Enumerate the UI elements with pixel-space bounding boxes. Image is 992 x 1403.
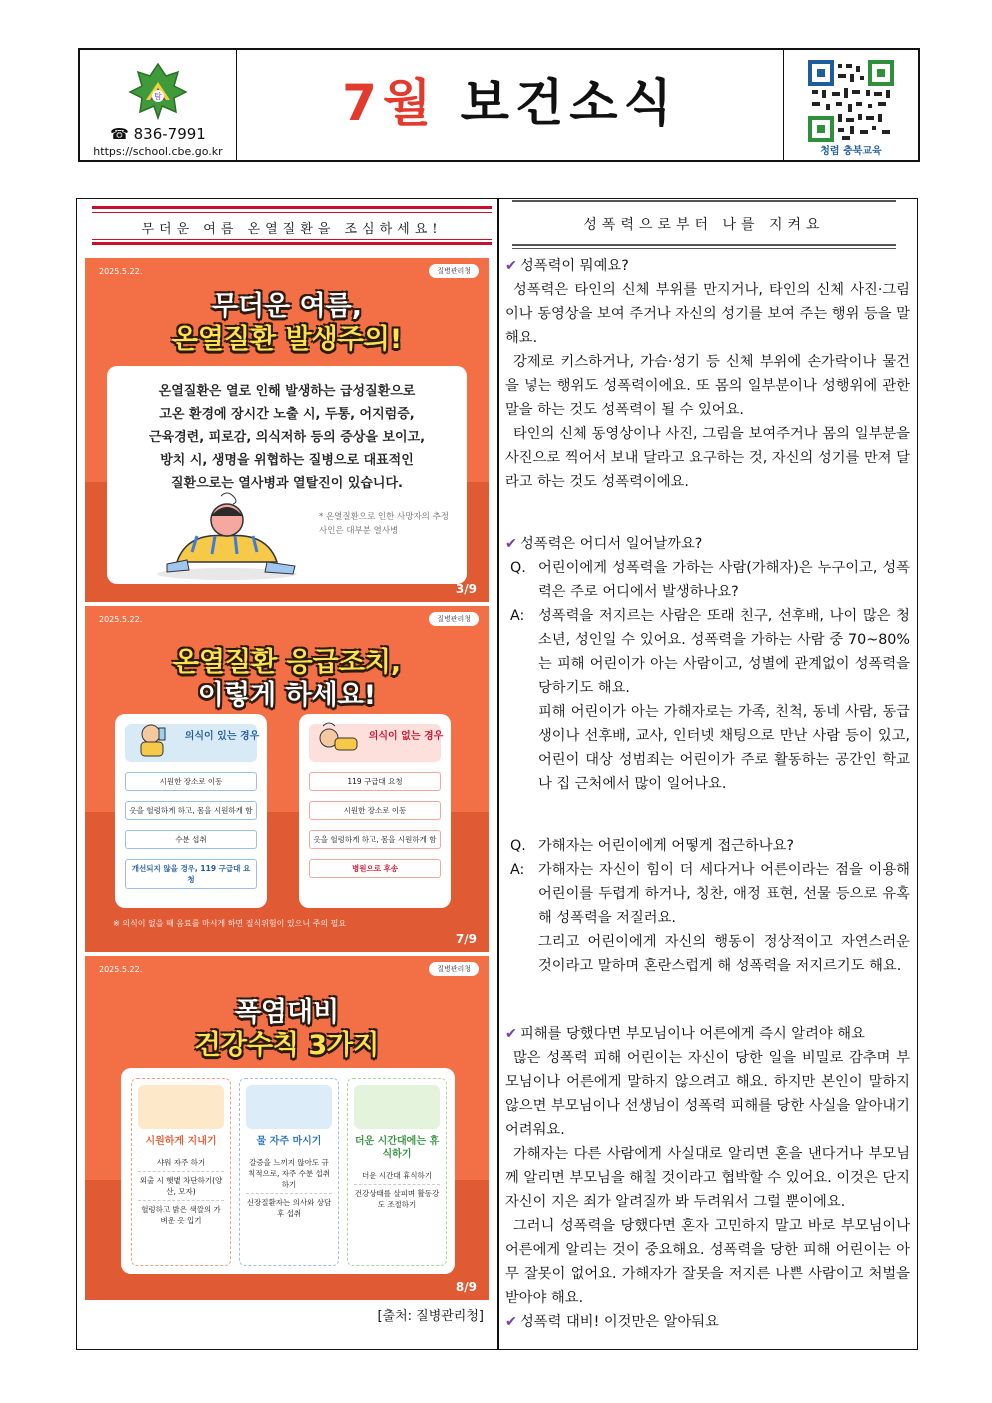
agency-badge: 질병관리청 <box>429 612 479 626</box>
poster-card <box>107 366 467 584</box>
poster-heat-illness-warning <box>85 258 489 602</box>
paragraph: 가해자는 다른 사람에게 사실대로 알리면 혼을 낸다거나 부모님께 알리면 부모님을 해칠 것이라고 협박할 수 있어요. 이것은 단지 자신이 지은 죄가 알려질까 봐 두려워서 그럴 뿐이에요. <box>505 1146 910 1210</box>
poster-page: 8/9 <box>455 1280 477 1294</box>
case-title: 의식이 있는 경우 <box>184 731 260 742</box>
poster-body-line: 질환으로는 열사병과 열탈진이 있습니다. <box>170 476 403 491</box>
first-aid-step: 옷을 헐렁하게 하고, 몸을 시원하게 함 <box>125 801 257 820</box>
source-credit: [출처: 질병관리청] <box>377 1309 484 1324</box>
first-aid-step: 시원한 장소로 이동 <box>125 772 257 791</box>
drinking-person-icon <box>129 720 177 764</box>
section-where <box>505 532 910 556</box>
check-icon: ✔ <box>505 258 517 274</box>
title-month: 7월 <box>342 74 438 132</box>
poster-title: 무더운 여름, 온열질환 발생주의! <box>171 291 403 355</box>
paragraph: 그러니 성폭력을 당했다면 혼자 고민하지 말고 바로 부모님이나 어른에게 알리는 것이 중요해요. 성폭력을 당한 피해 어린이는 아무 잘못이 없어요. 가해자가 잘못을 저지른 나쁜 사람이고 처벌을 받아야 해요. <box>505 1218 910 1306</box>
check-icon: ✔ <box>505 1314 517 1330</box>
section-title: ✔ 성폭력 대비! 이것만은 알아둬요 <box>505 1310 910 1334</box>
qr-cell <box>783 50 918 160</box>
left-heading-text: 무더운 여름 온열질환을 조심하세요! <box>141 222 443 237</box>
rule-water <box>239 1078 339 1266</box>
rule-title: 시원하게 지내기 <box>145 1136 217 1147</box>
qa-1 <box>510 556 910 796</box>
case-title: 의식이 없는 경우 <box>368 731 444 742</box>
rule-item: 더운 시간대 휴식하기 <box>354 1167 440 1185</box>
section-title: ✔ 성폭력은 어디서 일어날까요? <box>505 532 910 556</box>
rule-item: 건강상태를 살피며 활동강도 조절하기 <box>354 1189 440 1209</box>
rule-item: 샤워 자주 하기 <box>138 1154 224 1172</box>
first-aid-step: 개선되지 않을 경우, 119 구급대 요청 <box>125 859 257 889</box>
poster-first-aid <box>85 606 489 952</box>
section-title: ✔ 성폭력이 뭐예요? <box>505 254 910 278</box>
rule-rest <box>347 1078 447 1266</box>
poster-body-line: 고온 환경에 장시간 노출 시, 두통, 어지럼증, <box>159 407 415 422</box>
agency-badge: 질병관리청 <box>429 962 479 976</box>
poster-date: 2025.5.22. <box>99 267 143 276</box>
poster-page: 3/9 <box>455 582 477 596</box>
rule-item: 갈증을 느끼지 않아도 규칙적으로, 자주 수분 섭취하기 <box>246 1154 332 1194</box>
poster-title: 폭염대비 건강수칙 3가지 <box>194 997 380 1061</box>
poster-title: 온열질환 응급조치, 이렇게 하세요! <box>172 647 402 711</box>
section-what-is <box>505 254 910 494</box>
poster-note: * 온열질환으로 인한 사망자의 추정 사인은 대부분 열사병 <box>319 512 450 536</box>
left-heading <box>92 206 492 244</box>
poster-date: 2025.5.22. <box>99 615 143 624</box>
paragraph: 성폭력은 타인의 신체 부위를 만지거나, 타인의 신체 사진·그림이나 동영상을 보여 주거나 자신의 성기를 보여 주는 행위 등을 말해요. <box>505 282 910 346</box>
question: Q. 어린이에게 성폭력을 가하는 사람(가해자)은 누구이고, 성폭력은 주로 어디에서 발생하나요? <box>510 560 910 600</box>
collapsed-person-illustration <box>137 492 307 582</box>
answer: A: 성폭력을 저지르는 사람은 또래 친구, 선후배, 나이 많은 청소년, 성인일 수 있어요. 성폭력을 가하는 사람 중 70~80%는 피해 어린이가 아는 사람이고, 성별에 관계없이 성폭력을 당하기도 해요. 피해 어린이가 아는 가해자로는 가족, 친척, 동네 사람, 동급생이나 선후배, 교사, 인터넷 채팅으로 만난 사람 등이 있고, 어린이 대상 성범죄는 어린이가 주로 활동하는 공간인 학교나 집 근처에서 많이 일어나요. <box>510 608 910 792</box>
case-conscious-card <box>115 714 267 908</box>
poster-date: 2025.5.22. <box>99 965 143 974</box>
answer: A: 가해자는 자신이 힘이 더 세다거나 어른이라는 점을 이용해 어린이를 두렵게 하거나, 칭찬, 애정 표현, 선물 등으로 유혹해 성폭력을 저질러요. 그리고 어린이에게 자신의 행동이 정상적이고 자연스러운 것이라고 말하며 혼란스럽게 해 성폭력을 저지르기도 해요. <box>510 862 910 974</box>
right-heading-text: 성폭력으로부터 나를 지켜요 <box>583 217 825 233</box>
section-title: ✔ 피해를 당했다면 부모님이나 어른에게 즉시 알려야 해요 <box>505 1022 910 1046</box>
section-report <box>505 1022 910 1334</box>
paragraph: 타인의 신체 동영상이나 사진, 그림을 보여주거나 몸의 일부분을 사진으로 찍어서 보내 달라고 요구하는 것, 자신의 성기를 만져 달라고 하는 것도 성폭력이에요. <box>505 426 910 490</box>
poster-body-line: 근육경련, 피로감, 의식저하 등의 증상을 보이고, <box>148 430 426 445</box>
rule-item: 헐렁하고 밝은 색깔의 가벼운 옷 입기 <box>141 1205 221 1225</box>
school-phone: ☎ 836-7991 <box>110 125 206 143</box>
first-aid-step: 수분 섭취 <box>125 830 257 849</box>
rule-item: 외출 시 햇볕 차단하기(양산, 모자) <box>138 1172 224 1201</box>
poster-body-line: 방치 시, 생명을 위협하는 질병으로 대표적인 <box>160 453 414 468</box>
fainted-person-icon <box>313 720 361 764</box>
right-heading <box>512 200 896 250</box>
page-title <box>238 68 782 138</box>
column-divider <box>497 198 499 1350</box>
qr-code-icon[interactable] <box>808 60 894 142</box>
question: Q. 가해자는 어린이에게 어떻게 접근하나요? <box>510 838 795 854</box>
poster-body-line: 온열질환은 열로 인해 발생하는 급성질환으로 <box>158 384 416 399</box>
title-text: 보건소식 <box>460 74 678 132</box>
rule-item: 신장질환자는 의사와 상담 후 섭취 <box>246 1198 332 1218</box>
first-aid-step: 옷을 헐렁하게 하고, 몸을 시원하게 함 <box>309 830 441 849</box>
first-aid-step: 병원으로 후송 <box>309 859 441 878</box>
rule-title: 물 자주 마시기 <box>256 1136 322 1147</box>
rules-card <box>121 1068 455 1274</box>
school-logo <box>126 60 190 122</box>
case-unconscious-card <box>299 714 451 908</box>
rule-title: 더운 시간대에는 휴식하기 <box>354 1136 440 1160</box>
rule-cool <box>131 1078 231 1266</box>
poster-page: 7/9 <box>455 932 477 946</box>
check-icon: ✔ <box>505 1026 517 1042</box>
school-info-cell <box>80 50 237 160</box>
svg-text:탐: 탐 <box>154 92 162 101</box>
agency-badge: 질병관리청 <box>429 264 479 278</box>
qa-2 <box>510 834 910 978</box>
check-icon: ✔ <box>505 536 517 552</box>
first-aid-step: 119 구급대 요청 <box>309 772 441 791</box>
paragraph: 많은 성폭력 피해 어린이는 자신이 당한 일을 비밀로 감추며 부모님이나 어른에게 말하지 않으려고 해요. 하지만 본인이 말하지 않으면 부모님이나 선생님이 성폭력 피해를 당한 사실을 알아내기 어려워요. <box>505 1050 910 1138</box>
qr-label: 청렴 충북교육 <box>820 146 882 157</box>
school-url[interactable]: https://school.cbe.go.kr <box>93 145 223 158</box>
poster-note: ※ 의식이 없을 때 음료를 마시게 하면 질식위험이 있으니 주의 필요 <box>113 919 347 928</box>
paragraph: 강제로 키스하거나, 가슴·성기 등 신체 부위에 손가락이나 물건을 넣는 행위도 성폭력이에요. 또 몸의 일부분이나 성행위에 관한 말을 하는 것도 성폭력이 될 수 있어요. <box>505 354 910 418</box>
poster-heatwave-rules <box>85 956 489 1300</box>
first-aid-step: 시원한 장소로 이동 <box>309 801 441 820</box>
newsletter-header <box>78 48 920 162</box>
